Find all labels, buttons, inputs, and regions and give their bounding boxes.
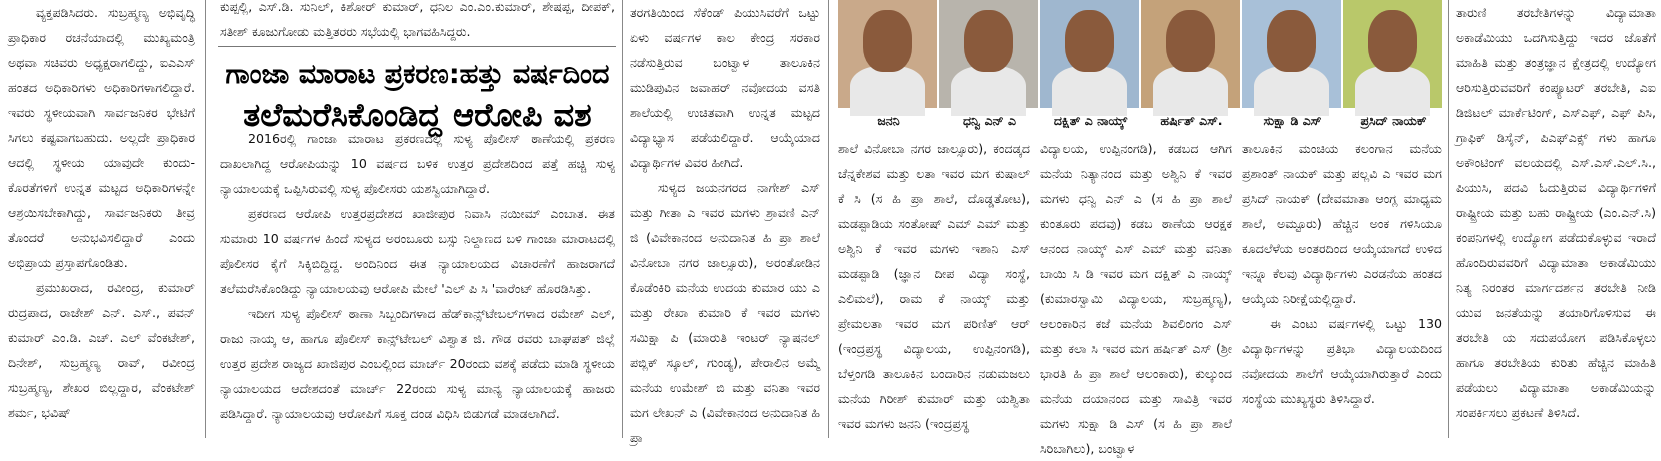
- column-divider: [622, 0, 623, 438]
- student-photos: [838, 0, 1444, 108]
- portrait-head: [1166, 10, 1216, 72]
- photo-caption: ಹರ್ಷಿತ್ ಎಸ್.: [1160, 113, 1223, 128]
- column-6-paragraph-2: ಈ ಎಂಟು ವರ್ಷಗಳಲ್ಲಿ ಒಟ್ಟು 130 ವಿದ್ಯಾರ್ಥಿಗಳನ್ನು ಪ್ರತಿಭಾ ವಿದ್ಯಾಲಯದಿಂದ ನವೋದಯ ಶಾಲೆಗೆ ಆಯ್ಕೆಯಾಗಿರುತ್ತಾರೆ ಎಂದು ಸಂಸ್ಥೆಯ ಮುಖ್ಯಸ್ಥರು ತಿಳಿಸಿದ್ದಾರೆ.: [1242, 316, 1442, 406]
- student-photo: [838, 0, 939, 108]
- column-5-paragraph-1: ವಿದ್ಯಾಲಯ, ಉಪ್ಪಿನಂಗಡಿ), ಕಡಬದ ಆಗಿಗ ಮನೆಯ ನಿತ್ಯಾನಂದ ಮತ್ತು ಅಶ್ವಿನಿ ಕೆ ಇವರ ಮಗಳು ಧನ್ವಿ ಎನ್ ಎ (ಸ ಹಿ ಪ್ರಾ ಶಾಲೆ ಕುಂತೂರು ಪದವು) ಕಡಬ ಠಾಣೆಯ ಆರಕ್ಷಕ ಆನಂದ ನಾಯ್ಕ್ ಎಸ್ ಎಮ್ ಮತ್ತು ವನಿತಾ ಬಾಯಿ ಸಿ ಡಿ ಇವರ ಮಗ ದಕ್ಷಿತ್ ಎ ನಾಯ್ಕ್ (ಕುಮಾರಸ್ವಾಮಿ ವಿದ್ಯಾಲಯ, ಸುಬ್ರಹ್ಮಣ್ಯ), ಆಲಂಕಾರಿನ ಕಜೆ ಮನೆಯ ಶಿವಲಿಂಗಂ ಎಸ್ ಮತ್ತು ಕಲಾ ಸಿ ಇವರ ಮಗ ಹರ್ಷಿತ್ ಎಸ್ (ಶ್ರೀ ಭಾರತಿ ಹಿ ಪ್ರಾ ಶಾಲೆ ಆಲಂಕಾರು), ಕುಲ್ಕುಂದ ಮನೆಯ ದಯಾನಂದ ಮತ್ತು ಸಾವಿತ್ರಿ ಇವರ ಮಗಳು ಸುಕ್ಷಾ ಡಿ ಎಸ್ (ಸ ಹಿ ಪ್ರಾ ಶಾಲೆ ಸಿರಿಬಾಗಿಲು), ಬಂಟ್ವಾಳ: [1040, 141, 1232, 456]
- headline-line-2: ತಲೆಮರೆಸಿಕೊಂಡಿದ್ದ ಆರೋಪಿ ವಶ: [243, 96, 592, 134]
- column-divider: [828, 0, 829, 438]
- portrait-head: [1368, 10, 1418, 72]
- photo-captions: [838, 108, 1444, 134]
- portrait-head: [964, 10, 1014, 72]
- column-7: [1456, 0, 1656, 438]
- photo-caption: ಸುಕ್ಷಾ ಡಿ ಎಸ್: [1263, 113, 1322, 128]
- column-3: [630, 0, 820, 445]
- student-photo: [1141, 0, 1242, 108]
- photo-caption: ದಕ್ಷಿತ್ ಎ ನಾಯ್ಕ್: [1053, 113, 1128, 128]
- column-2-paragraph-3: ಇದೀಗ ಸುಳ್ಯ ಪೊಲೀಸ್ ಠಾಣಾ ಸಿಬ್ಬಂದಿಗಳಾದ ಹೆಡ್‌ಕಾನ್ಸ್‌ಟೇಬಲ್‌ಗಳಾದ ರಮೇಶ್ ಎಲ್, ರಾಜು ನಾಯ್ಕ ಆ, ಹಾಗೂ ಪೊಲೀಸ್ ಕಾನ್ಸ್‌ಟೇಬಲ್ ವಿಶ್ವಾತ ಜಿ. ಗೌಡ ರವರು ಬಾಘಪತ್ ಜಿಲ್ಲೆ ಉತ್ತರ ಪ್ರದೇಶ ರಾಜ್ಯದ ಖಾಜಿಪುರ ಎಂಬಲ್ಲಿಂದ ಮಾರ್ಚ್ 20ರಂದು ವಶಕ್ಕೆ ಪಡೆದು ಮಾಡಿ ಸ್ಥಳೀಯ ನ್ಯಾಯಾಲಯದ ಆದೇಶದಂತೆ ಮಾರ್ಚ್ 22ರಂದು ಸುಳ್ಯ ಮಾನ್ಯ ನ್ಯಾಯಾಲಯಕ್ಕೆ ಹಾಜರು ಪಡಿಸಿದ್ದಾರೆ. ನ್ಯಾಯಾಲಯವು ಆರೋಪಿಗೆ ಸೂಕ್ತ ದಂಡ ವಿಧಿಸಿ ಬಿಡುಗಡೆ ಮಾಡಲಾಗಿದೆ.: [220, 306, 615, 421]
- student-photo: [1040, 0, 1141, 108]
- headline-line-1: ಗಾಂಜಾ ಮಾರಾಟ ಪ್ರಕರಣ:ಹತ್ತು ವರ್ಷದಿಂದ: [225, 59, 610, 90]
- photo-caption: ಧನ್ವಿ ಎನ್ ಎ: [962, 113, 1017, 128]
- column-divider: [1448, 0, 1449, 438]
- headline-rule: [218, 46, 616, 47]
- column-2-paragraph-1: 2016ರಲ್ಲಿ ಗಾಂಜಾ ಮಾರಾಟ ಪ್ರಕರಣದಲ್ಲಿ ಸುಳ್ಯ ಪೊಲೀಸ್ ಠಾಣೆಯಲ್ಲಿ ಪ್ರಕರಣ ದಾಖಲಾಗಿದ್ದ ಆರೋಪಿಯನ್ನು 10 ವರ್ಷದ ಬಳಿಕ ಉತ್ತರ ಪ್ರದೇಶದಿಂದ ಪತ್ತೆ ಹಚ್ಚಿ ಸುಳ್ಯ ನ್ಯಾಯಾಲಯಕ್ಕೆ ಒಪ್ಪಿಸಿರುವಲ್ಲಿ ಸುಳ್ಯ ಪೊಲೀಸರು ಯಶಸ್ವಿಯಾಗಿದ್ದಾರೆ.: [220, 131, 615, 196]
- portrait-head: [1065, 10, 1115, 72]
- column-4: [838, 136, 1030, 438]
- column-2-top-text: ಕುಪ್ಪಲ್ಲಿ, ಎಸ್.ಡಿ. ಸುನಿಲ್, ಕಿಶೋರ್ ಕುಮಾರ್, ಧನಿಲ ಎಂ.ಎಂ.ಕುಮಾರ್, ಶೇಷಪ್ಪ, ದೀಪಕ್, ಸತೀಶ್ ಕೂಜುಗೋಡು ಮತ್ತಿತರರು ಸಭೆಯಲ್ಲಿ ಭಾಗವಹಿಸಿದ್ದರು.: [220, 0, 615, 39]
- column-6: [1242, 136, 1442, 438]
- column-2-paragraph-2: ಪ್ರಕರಣದ ಆರೋಪಿ ಉತ್ತರಪ್ರದೇಶದ ಖಾಜೀಪುರ ನಿವಾಸಿ ನಯೀಮ್ ಎಂಬಾತ. ಈತ ಸುಮಾರು 10 ವರ್ಷಗಳ ಹಿಂದೆ ಸುಳ್ಯದ ಅರಂಬೂರು ಬಸ್ಸು ನಿಲ್ದಾಣದ ಬಳಿ ಗಾಂಜಾ ಮಾರಾಟದಲ್ಲಿ ಪೊಲೀಸರ ಕೈಗೆ ಸಿಕ್ಕಿಬಿದ್ದಿದ್ದ. ಅಂದಿನಿಂದ ಈತ ನ್ಯಾಯಾಲಯದ ವಿಚಾರಣೆಗೆ ಹಾಜರಾಗದೆ ತಲೆಮರೆಸಿಕೊಂಡಿದ್ದು ನ್ಯಾಯಾಲಯವು ಆರೋಪಿ ಮೇಲೆ 'ಎಲ್ ಪಿ ಸಿ 'ವಾರೆಂಟ್ ಹೊರಡಿಸಿತ್ತು.: [220, 206, 615, 296]
- column-3-paragraph-1: ತರಗತಿಯಿಂದ ಸೆಕೆಂಡ್ ಪಿಯುಸಿವರೆಗೆ ಒಟ್ಟು ಏಳು ವರ್ಷಗಳ ಕಾಲ ಕೇಂದ್ರ ಸರಕಾರ ನಡೆಸುತ್ತಿರುವ ಬಂಟ್ವಾಳ ತಾಲೂಕಿನ ಮುಡಿಪುವಿನ ಜವಾಹರ್ ನವೋದಯ ವಸತಿ ಶಾಲೆಯಲ್ಲಿ ಉಚಿತವಾಗಿ ಉನ್ನತ ಮಟ್ಟದ ವಿದ್ಯಾಭ್ಯಾಸ ಪಡೆಯಲಿದ್ದಾರೆ. ಆಯ್ಕೆಯಾದ ವಿದ್ಯಾರ್ಥಿಗಳ ವಿವರ ಹೀಗಿದೆ.: [630, 5, 820, 170]
- student-photo: [939, 0, 1040, 108]
- student-photo: [1343, 0, 1444, 108]
- portrait-head: [1267, 10, 1317, 72]
- student-photo: [1242, 0, 1343, 108]
- column-1: [8, 0, 195, 438]
- photo-caption: ಜನನಿ: [877, 113, 900, 128]
- column-6-paragraph-1: ತಾಲೂಕಿನ ಮಂಚಿಯ ಕಲಂಗಾನ ಮನೆಯ ಪ್ರಶಾಂತ್ ನಾಯಕ್ ಮತ್ತು ಪಲ್ಲವಿ ಎ ಇವರ ಮಗ ಪ್ರಸಿದ್ ನಾಯಕ್ (ದೇವಮಾತಾ ಆಂಗ್ಲ ಮಾಧ್ಯಮ ಶಾಲೆ, ಅಮ್ಟೂರು) ಹೆಚ್ಚಿನ ಅಂಕ ಗಳಿಸಿಯೂ ಕೂದಲೆಳೆಯ ಅಂತರದಿಂದ ಆಯ್ಕೆಯಾಗದೆ ಉಳಿದ ಇನ್ನೂ ಕೆಲವು ವಿದ್ಯಾರ್ಥಿಗಳು ಎರಡನೆಯ ಹಂತದ ಆಯ್ಕೆಯ ನಿರೀಕ್ಷೆಯಲ್ಲಿದ್ದಾರೆ.: [1242, 141, 1442, 306]
- column-5: [1040, 136, 1232, 456]
- article-headline: [220, 56, 615, 136]
- column-3-paragraph-2: ಸುಳ್ಯದ ಜಯನಗರದ ನಾಗೇಶ್ ಎಸ್ ಮತ್ತು ಗೀತಾ ಎ ಇವರ ಮಗಳು ಶ್ರಾವಣಿ ಎನ್ ಜಿ (ವಿವೇಕಾನಂದ ಅನುದಾನಿತ ಹಿ ಪ್ರಾ ಶಾಲೆ ವಿನೋಬಾ ನಗರ ಜಾಲ್ಸೂರು), ಅರಂತೋಡಿನ ಕೊಡೆಂಕಿರಿ ಮನೆಯ ಉದಯ ಕುಮಾರ ಯು ಎ ಮತ್ತು ರೇಖಾ ಕುಮಾರಿ ಕೆ ಇವರ ಮಗಳು ಸಮಿಕ್ಷಾ ಪಿ (ಮಾರುತಿ ಇಂಟರ್ ನ್ಯಾಷನಲ್ ಪಬ್ಲಿಕ್ ಸ್ಕೂಲ್, ಗುಂಡ್ಯ), ಪೇರಾಲಿನ ಅಮ್ಮೆ ಮನೆಯ ಉಮೇಶ್ ಬಿ ಮತ್ತು ವನಿತಾ ಇವರ ಮಗ ಲೇಖನ್ ಎ (ವಿವೇಕಾನಂದ ಅನುದಾನಿತ ಹಿ ಪ್ರಾ: [630, 180, 820, 445]
- column-1-paragraph-2: ಪ್ರಮುಖರಾದ, ರವೀಂದ್ರ, ಕುಮಾರ್ ರುದ್ರಪಾದ, ರಾಜೇಶ್ ಎನ್. ಎಸ್., ಪವನ್ ಕುಮಾರ್ ಎಂ.ಡಿ. ಎಚ್. ಎಲ್ ವೆಂಕಟೇಶ್, ದಿನೇಶ್, ಸುಬ್ರಹ್ಮಣ್ಯ ರಾವ್, ರವೀಂದ್ರ ಸುಬ್ರಹ್ಮಣ್ಯ, ಶೇಖರ ಬಿಲ್ಲದ್ದಾರ, ವೆಂಕಟೇಶ್ ಶರ್ಮ, ಭವಿಷ್: [8, 280, 195, 420]
- column-divider: [205, 0, 206, 438]
- column-7-paragraph-1: ತಾರುಣಿ ತರಬೇತಿಗಳನ್ನು ವಿದ್ಯಾಮಾತಾ ಅಕಾಡೆಮಿಯು ಒದಗಿಸುತ್ತಿದ್ದು ಇದರ ಜೊತೆಗೆ ಮಾಹಿತಿ ಮತ್ತು ತಂತ್ರಜ್ಞಾನ ಕ್ಷೇತ್ರದಲ್ಲಿ ಉದ್ಯೋಗ ಆರಿಸುತ್ತಿರುವವರಿಗೆ ಕಂಪ್ಯೂಟರ್ ತರಬೇತಿ, ಎಐ ಡಿಜಿಟಲ್ ಮಾರ್ಕೆಟಿಂಗ್, ಎಸ್‌ಎಫ್, ಎಫ್ ಪಿಸಿ, ಗ್ರಾಫಿಕ್ ಡಿಸೈನ್, ಪಿಎಫ್‌ಎಕ್ಸ್ ಗಳು ಹಾಗೂ ಅಕೌಂಟಿಂಗ್ ವಲಯದಲ್ಲಿ ಎಸ್.ಎಸ್.ಎಲ್.ಸಿ., ಪಿಯುಸಿ, ಪದವಿ ಓದುತ್ತಿರುವ ವಿದ್ಯಾರ್ಥಿಗಳಿಗೆ ರಾಷ್ಟ್ರೀಯ ಮತ್ತು ಬಹು ರಾಷ್ಟ್ರೀಯ (ಎಂ.ಎನ್.ಸಿ) ಕಂಪನಿಗಳಲ್ಲಿ ಉದ್ಯೋಗ ಪಡೆದುಕೊಳ್ಳುವ ಇರಾದೆ ಹೊಂದಿರುವವರಿಗೆ ವಿದ್ಯಾಮಾತಾ ಅಕಾಡೆಮಿಯು ನಿತ್ಯ ನಿರಂತರ ಮಾರ್ಗದರ್ಶನ ತರಬೇತಿ ನೀಡಿ ಯುವ ಜನತೆಯನ್ನು ತಯಾರಿಗೊಳಿಸುವ ಈ ತರಬೇತಿ ಯ ಸದುಪಯೋಗ ಪಡಿಸಿಕೊಳ್ಳಲು ಹಾಗೂ ತರಬೇತಿಯ ಕುರಿತು ಹೆಚ್ಚಿನ ಮಾಹಿತಿ ಪಡೆಯಲು ವಿದ್ಯಾಮಾತಾ ಅಕಾಡೆಮಿಯನ್ನು ಸಂಪರ್ಕಿಸಲು ಪ್ರಕಟಣೆ ತಿಳಿಸಿದೆ.: [1456, 5, 1656, 420]
- portrait-head: [863, 10, 913, 72]
- column-1-paragraph-1: ವ್ಯಕ್ತಪಡಿಸಿದರು. ಸುಬ್ರಹ್ಮಣ್ಯ ಅಭಿವೃದ್ಧಿ ಪ್ರಾಧಿಕಾರ ರಚನೆಯಾದಲ್ಲಿ ಮುಖ್ಯಮಂತ್ರಿ ಅಥವಾ ಸಚಿವರು ಅಧ್ಯಕ್ಷರಾಗಲಿದ್ದು, ಐಎಎಸ್ ಹಂತದ ಅಧಿಕಾರಿಗಳು ಅಧಿಕಾರಿಗಳಾಗಲಿದ್ದಾರೆ. ಇವರು ಸ್ಥಳೀಯವಾಗಿ ಸಾರ್ವಜನಿಕರ ಭೇಟಿಗೆ ಸಿಗಲು ಕಷ್ಟವಾಗಬಹುದು. ಅಲ್ಲದೇ ಪ್ರಾಧಿಕಾರ ಆದಲ್ಲಿ ಸ್ಥಳೀಯ ಯಾವುದೇ ಕುಂದು-ಕೊರತೆಗಳಿಗೆ ಉನ್ನತ ಮಟ್ಟದ ಅಧಿಕಾರಿಗಳನ್ನೇ ಆಶ್ರಯಿಸಬೇಕಾಗಿದ್ದು, ಸಾರ್ವಜನಿಕರು ತೀವ್ರ ತೊಂದರೆ ಅನುಭವಿಸಲಿದ್ದಾರೆ ಎಂದು ಅಭಿಪ್ರಾಯ ಪ್ರಸ್ತಾಪಗೊಂಡಿತು.: [8, 5, 195, 270]
- photo-caption: ಪ್ರಸಿದ್ ನಾಯಕ್: [1360, 113, 1427, 128]
- column-4-paragraph-1: ಶಾಲೆ ವಿನೋಬಾ ನಗರ ಜಾಲ್ಸೂರು), ಕಂದಡ್ಕದ ಚೆನ್ನಕೇಶವ ಮತ್ತು ಲತಾ ಇವರ ಮಗ ಕುಷಾಲ್ ಕೆ ಸಿ (ಸ ಹಿ ಪ್ರಾ ಶಾಲೆ, ದೊಡ್ಡತೋಟ), ಮಡಪ್ಪಾಡಿಯ ಸಂತೋಷ್ ಎಮ್ ಎಮ್ ಮತ್ತು ಅಶ್ವಿನಿ ಕೆ ಇವರ ಮಗಳು ಇಶಾನಿ ಎಸ್ ಮಡಪ್ಪಾಡಿ (ಜ್ಞಾನ ದೀಪ ವಿದ್ಯಾ ಸಂಸ್ಥೆ, ಎಲಿಮಲೆ), ರಾಮ ಕೆ ನಾಯ್ಕ್ ಮತ್ತು ಪ್ರೇಮಲತಾ ಇವರ ಮಗ ಪರಿಣಿತ್ ಆರ್ (ಇಂದ್ರಪ್ರಸ್ಥ ವಿದ್ಯಾಲಯ, ಉಪ್ಪಿನಂಗಡಿ), ಬೆಳ್ತಂಗಡಿ ತಾಲೂಕಿನ ಬಂದಾರಿನ ನಡುಮಜಲು ಮನೆಯ ಗಿರೀಶ್ ಕುಮಾರ್ ಮತ್ತು ಯಶ್ವಿತಾ ಇವರ ಮಗಳು ಜನನಿ (ಇಂದ್ರಪ್ರಸ್ಥ: [838, 141, 1030, 431]
